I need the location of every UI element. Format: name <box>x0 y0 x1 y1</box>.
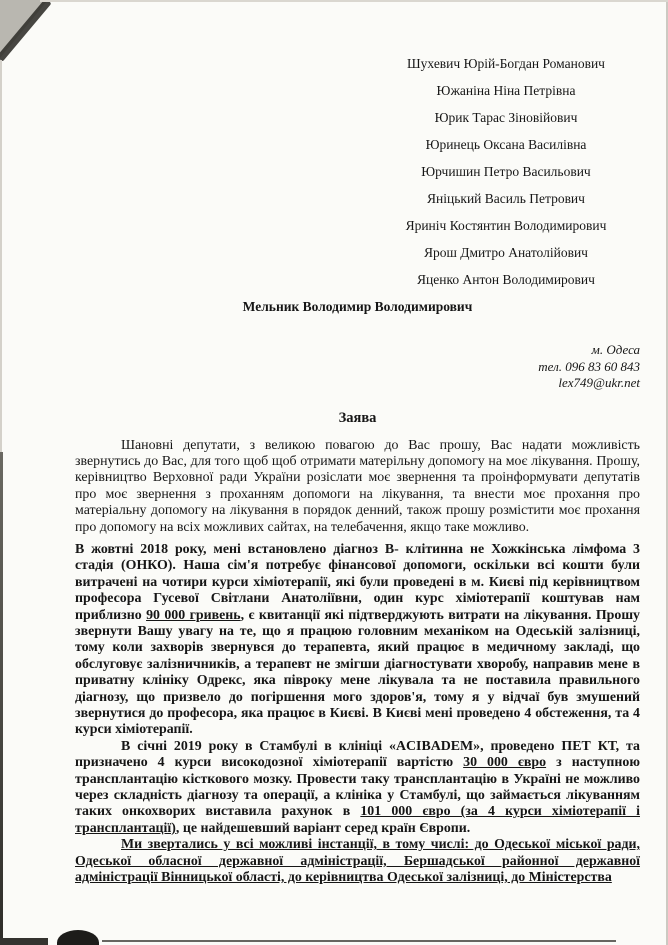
text-segment: 90 000 гривень <box>146 607 241 623</box>
document-body <box>75 438 640 887</box>
body-paragraph <box>75 739 640 837</box>
text-segment: , це найдешевший варіант серед країн Європи. <box>175 820 471 836</box>
body-paragraph <box>75 837 640 886</box>
recipient-list <box>372 50 640 293</box>
body-paragraph <box>75 438 640 536</box>
sender-info <box>75 342 640 392</box>
final-recipient: Мельник Володимир Володимирович <box>242 299 473 314</box>
sender-email: lex749@ukr.net <box>558 375 640 390</box>
text-segment: 101 000 євро (за 4 курси хіміотерапії і трансплантації) <box>75 804 640 836</box>
text-segment: 30 000 євро <box>463 755 547 771</box>
text-segment: , є квитанції які підтверджують витрати на лікування. Прошу звернути Вашу увагу на те, що я працюю головним механіком на Одеській залізниці, тому коли захворів звернувся до терапевта, який працює в медичному закладі, що обслуговує залізничників, а терапевт не змігши діагностувати хворобу, направив мене в приватну клініку Одрекс, яка півроку мене лікувала та не поставила правильного діагнозу, що призвело до погіршення мого здоров'я, тому я у відчаї був змушений звернутися до професора, яка працює в Києві. В Києві мені проведено 4 обстеження, та 4 курси хіміотерапії. <box>75 607 640 738</box>
recipient-name: Южаніна Ніна Петрівна <box>436 83 576 98</box>
text-segment: Шановні депутати, з великою повагою до Вас прошу, Вас надати можливість звернутись до Вас, для того щоб щоб отримати матерільну допомогу на моє лікування. Прошу, керівництво Верховної ради України розіслати моє звернення та проінформувати депутатів про моє звернення з проханням допомоги на лікування, та внести моє прохання про матеріальну допомогу на лікування в порядок денний, також прошу розмістити моє прохання про допомогу на всіх можливих сайтах, на телебачення, якщо таке можливо. <box>75 437 640 535</box>
body-paragraph <box>75 542 640 739</box>
recipient-name: Юрчишин Петро Васильович <box>421 164 591 179</box>
recipient-name: Ярош Дмитро Анатолійович <box>424 245 588 260</box>
text-segment: з наступною трансплантацію кісткового мозку. Провести таку трансплантацію в Україні не можливо через складність діагнозу та операції, а клініка у Стамбулі, що займається лікуванням таких онкохворих виставила рахунок в <box>75 755 640 820</box>
recipient-name: Юринець Оксана Василівна <box>425 137 587 152</box>
text-segment: В січні 2019 року в Стамбулі в клініці «ACIBADEM», проведено ПЕТ КТ, та призначено 4 курси високодозної хіміотерапії вартістю <box>75 738 640 771</box>
sender-phone: тел. 096 83 60 843 <box>538 358 640 374</box>
sender-city: м. Одеса <box>591 342 640 357</box>
recipient-name: Яценко Антон Володимирович <box>417 272 595 287</box>
recipient-name: Юрик Тарас Зіновійович <box>434 110 578 125</box>
text-segment: Ми звертались у всі можливі інстанції, в тому числі: до Одеської міської ради, Одеської обласної державної адміністрації, Бершадської районної державної адміністрації Вінницької області, до керівництва Одеської залізниці, до Міністерства <box>75 837 640 886</box>
recipient-name: Яніцький Василь Петрович <box>427 191 585 206</box>
recipient-name: Яриніч Костянтин Володимирович <box>405 218 607 233</box>
recipient-name: Шухевич Юрій-Богдан Романович <box>407 56 605 71</box>
text-segment: В жовтні 2018 року, мені встановлено діагноз В- клітинна не Хожкінська лімфома 3 стадія (ОНКО). Наша сім'я потребує фінансової допомоги, оскільки всі кошти були витрачені на чотири курси хіміотерапії, які були проведені в м. Києві під керівництвом професора Гусевої Світлани Анатоліївни, один курс хіміотерапії коштував нам приблизно <box>75 541 640 623</box>
document-title: Заява <box>338 409 377 426</box>
